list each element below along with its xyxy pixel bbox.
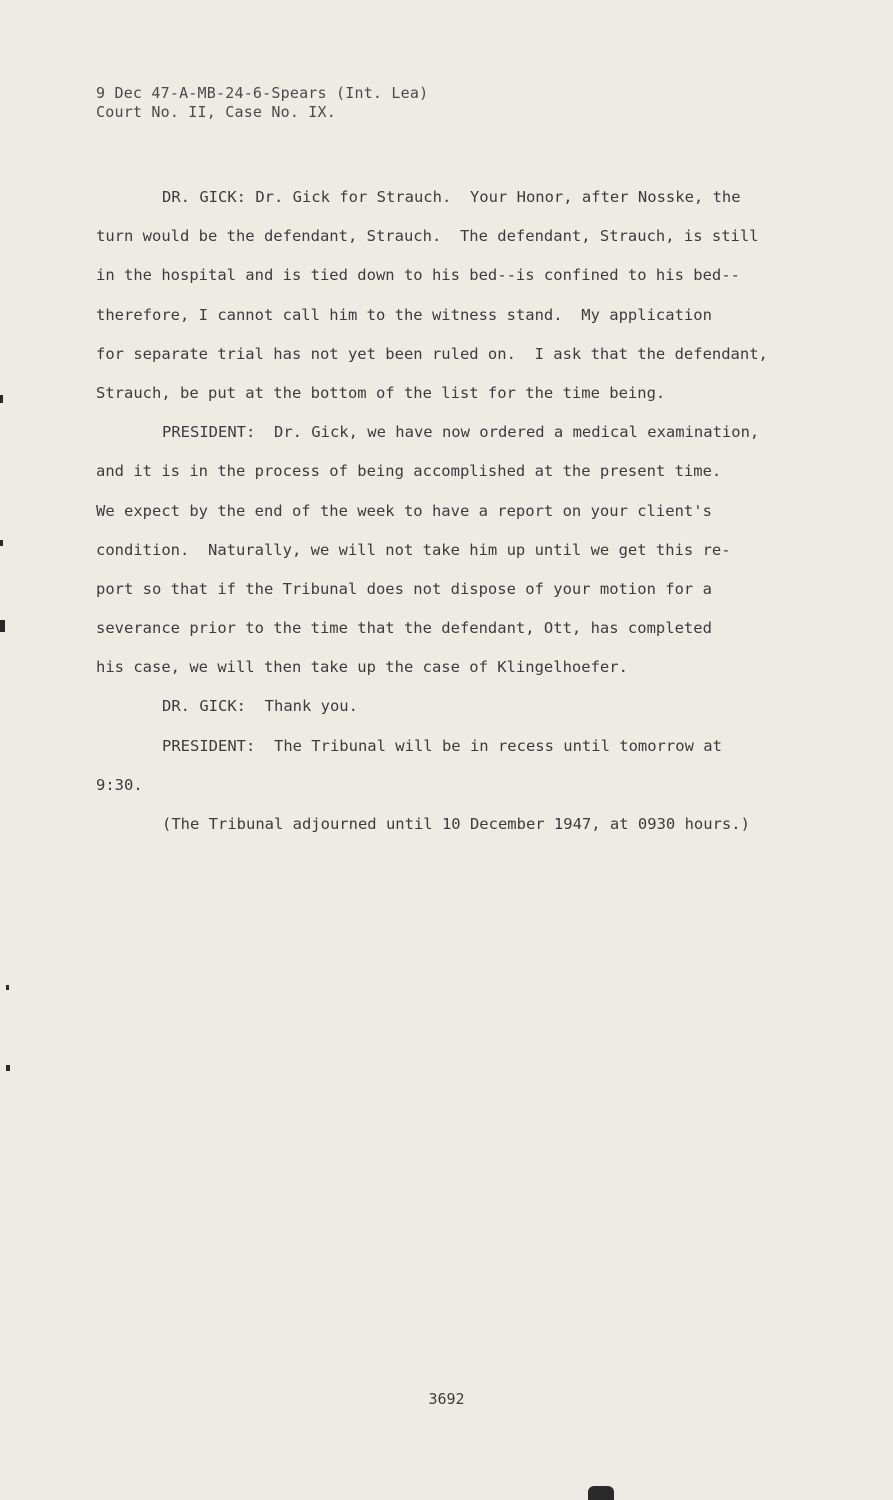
header-date-line: 9 Dec 47-A-MB-24-6-Spears (Int. Lea) xyxy=(96,84,429,102)
transcript-line: Strauch, be put at the bottom of the list for the time being. xyxy=(96,383,666,402)
transcript-line: severance prior to the time that the defendant, Ott, has completed xyxy=(96,619,712,638)
scan-mark-left-1 xyxy=(0,395,3,403)
transcript-line: We expect by the end of the week to have a report on your client's xyxy=(96,501,712,520)
scan-mark-bottom xyxy=(588,1486,614,1500)
adjournment-note: (The Tribunal adjourned until 10 December 1947, at 0930 hours.) xyxy=(162,815,750,833)
transcript-line: and it is in the process of being accomplished at the present time. xyxy=(96,462,722,481)
transcript-line: DR. GICK: Thank you. xyxy=(162,697,358,716)
transcript-line: for separate trial has not yet been ruled on. I ask that the defendant, xyxy=(96,344,768,363)
header-court-line: Court No. II, Case No. IX. xyxy=(96,103,336,121)
transcript-line: his case, we will then take up the case of Klingelhoefer. xyxy=(96,658,628,677)
transcript-body xyxy=(96,178,796,844)
document-header xyxy=(96,84,428,122)
transcript-line: PRESIDENT: The Tribunal will be in recess until tomorrow at xyxy=(162,736,722,755)
scan-mark-left-4 xyxy=(6,985,9,990)
transcript-line: therefore, I cannot call him to the witness stand. My application xyxy=(96,305,712,324)
transcript-line: condition. Naturally, we will not take him up until we get this re- xyxy=(96,540,731,559)
transcript-line: DR. GICK: Dr. Gick for Strauch. Your Honor, after Nosske, the xyxy=(162,188,741,206)
transcript-line: port so that if the Tribunal does not dispose of your motion for a xyxy=(96,579,712,598)
scan-mark-left-3 xyxy=(0,620,5,632)
transcript-line: PRESIDENT: Dr. Gick, we have now ordered a medical examination, xyxy=(162,423,760,442)
page-number: 3692 xyxy=(428,1390,465,1408)
scan-mark-left-2 xyxy=(0,540,3,546)
scan-mark-left-5 xyxy=(6,1065,10,1071)
transcript-line: 9:30. xyxy=(96,775,143,794)
transcript-line: turn would be the defendant, Strauch. The defendant, Strauch, is still xyxy=(96,227,759,246)
transcript-line: in the hospital and is tied down to his bed--is confined to his bed-- xyxy=(96,266,740,285)
